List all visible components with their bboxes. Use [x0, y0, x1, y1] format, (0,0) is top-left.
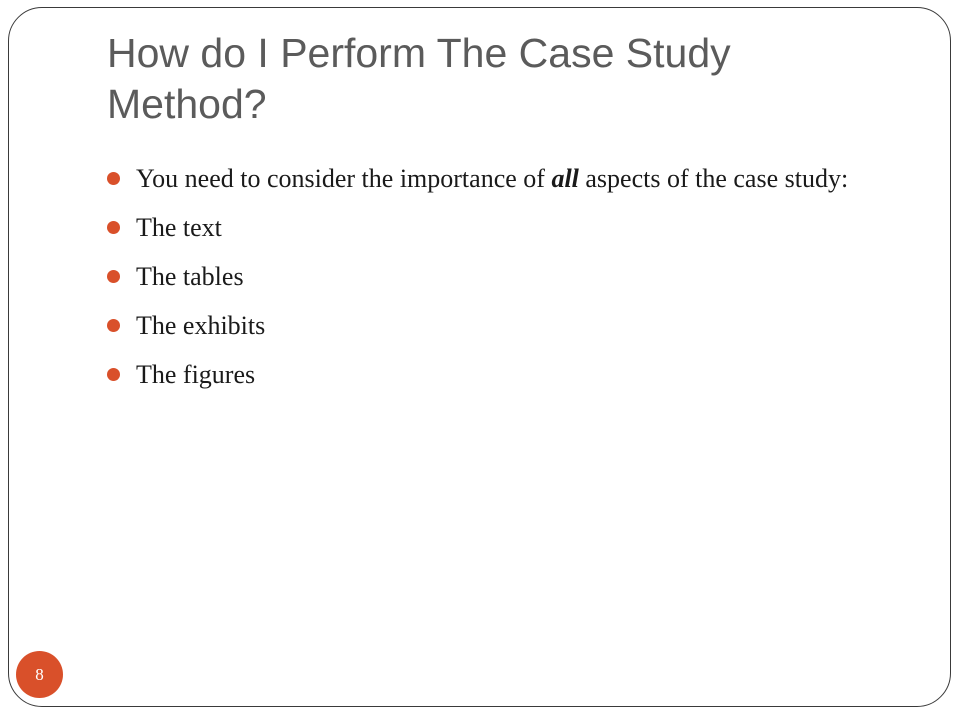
bullet-item	[107, 160, 867, 198]
bullet-text-post: aspects of the case study:	[578, 164, 849, 193]
bullet-item	[107, 258, 867, 296]
bullet-item	[107, 209, 867, 247]
bullet-text: The exhibits	[136, 311, 266, 340]
bullet-list	[107, 160, 867, 405]
page-number-badge: 8	[16, 651, 63, 698]
bullet-dot-icon	[107, 172, 120, 185]
bullet-dot-icon	[107, 368, 120, 381]
bullet-dot-icon	[107, 221, 120, 234]
bullet-item	[107, 307, 867, 345]
bullet-text-emphasis: all	[551, 164, 579, 193]
slide-title: How do I Perform The Case Study Method?	[107, 30, 731, 127]
bullet-item	[107, 356, 867, 394]
bullet-dot-icon	[107, 270, 120, 283]
bullet-text: The figures	[136, 360, 256, 389]
bullet-text: The text	[136, 213, 222, 242]
bullet-dot-icon	[107, 319, 120, 332]
bullet-text-pre: You need to consider the importance of	[136, 164, 552, 193]
bullet-text: The tables	[136, 262, 244, 291]
